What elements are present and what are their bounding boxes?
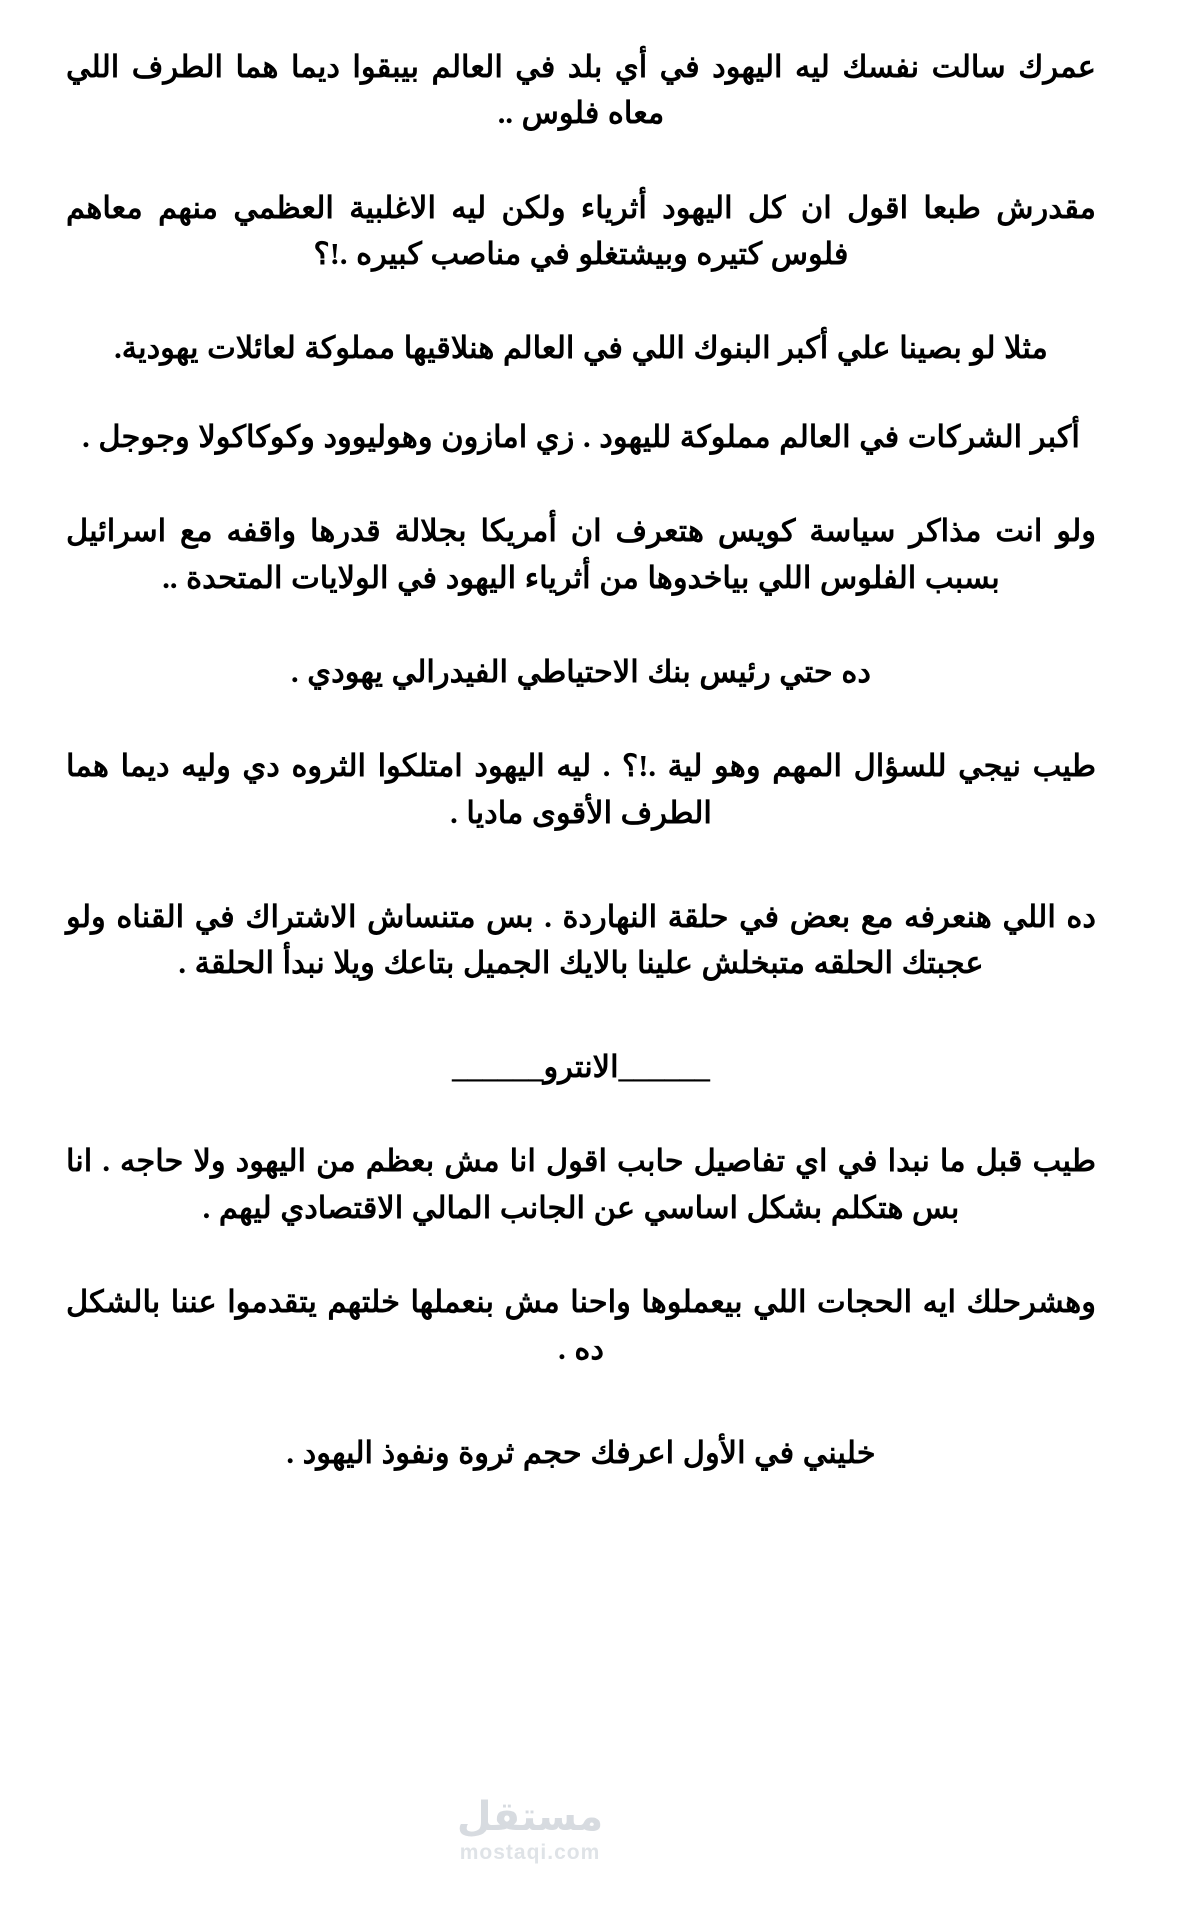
- paragraph-spacer: [66, 601, 1096, 649]
- paragraph-spacer: [66, 1231, 1096, 1279]
- paragraph-spacer: [66, 372, 1096, 414]
- paragraph-10: وهشرحلك ايه الحجات اللي بيعملوها واحنا مش بنعملها خلتهم يتقدموا عننا بالشكل ده .: [66, 1285, 1096, 1366]
- watermark-url: mostaqi.com: [459, 1841, 601, 1864]
- paragraph-spacer: [66, 987, 1096, 1045]
- paragraph-spacer: [66, 1372, 1096, 1430]
- paragraph-spacer: [66, 1090, 1096, 1138]
- paragraph-spacer: [66, 836, 1096, 894]
- paragraph-2: مقدرش طبعا اقول ان كل اليهود أثرياء ولكن ليه الاغلبية العظمي منهم معاهم فلوس كتيره وبيشتغلو في مناصب كبيره .!؟: [66, 190, 1096, 272]
- paragraph-spacer: [66, 695, 1096, 743]
- paragraph-spacer: [66, 137, 1096, 185]
- paragraph-3: مثلا لو بصينا علي أكبر البنوك اللي في العالم هنلاقيها مملوكة لعائلات يهودية.: [114, 331, 1048, 366]
- paragraph-1: عمرك سالت نفسك ليه اليهود في أي بلد في العالم بيبقوا ديما هما الطرف اللي معاه فلوس ..: [66, 50, 1096, 131]
- paragraph-spacer: [66, 277, 1096, 325]
- paragraph-spacer: [66, 460, 1096, 508]
- paragraph-4: أكبر الشركات في العالم مملوكة لليهود . زي امازون وهوليوود وكوكاكولا وجوجل .: [82, 419, 1080, 454]
- site-watermark: [410, 1796, 650, 1902]
- watermark-arabic-label: مستقل: [456, 1794, 604, 1840]
- paragraph-7: طيب نيجي للسؤال المهم وهو لية .!؟ . ليه اليهود امتلكوا الثروه دي وليه ديما هما الطرف الأقوى ماديا .: [66, 749, 1096, 830]
- paragraph-8: ده اللي هنعرفه مع بعض في حلقة النهاردة . بس متنساش الاشتراك في القناه ولو عجبتك الحلقه متبخلش علينا بالايك الجميل بتاعك ويلا نبدأ الحلقة .: [66, 899, 1096, 981]
- intro-section-divider: ______الانترو______: [451, 1049, 711, 1084]
- document-body: [66, 44, 1096, 1476]
- paragraph-6: ده حتي رئيس بنك الاحتياطي الفيدرالي يهودي .: [291, 654, 871, 689]
- paragraph-5: ولو انت مذاكر سياسة كويس هتعرف ان أمريكا بجلالة قدرها واقفه مع اسرائيل بسبب الفلوس اللي بياخدوها من أثرياء اليهود في الولايات المتحدة ..: [66, 514, 1096, 595]
- paragraph-9: طيب قبل ما نبدا في اي تفاصيل حابب اقول انا مش بعظم من اليهود ولا حاجه . انا بس هتكلم بشكل اساسي عن الجانب المالي الاقتصادي ليهم .: [66, 1144, 1096, 1225]
- paragraph-11: خليني في الأول اعرفك حجم ثروة ونفوذ اليهود .: [286, 1435, 876, 1470]
